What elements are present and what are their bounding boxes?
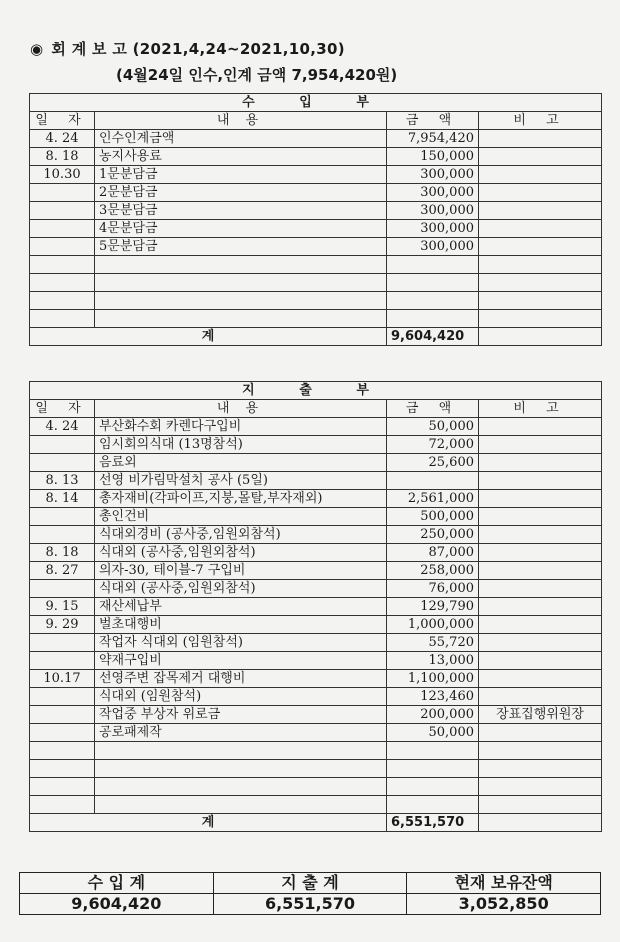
income-row [30,310,602,328]
row-date: 8. 14 [30,490,95,508]
expense-row [30,454,602,472]
row-description: 부산화수회 카렌다구입비 [95,418,387,436]
expense-row [30,652,602,670]
expense-row [30,562,602,580]
row-amount: 50,000 [387,418,479,436]
row-note [479,184,602,202]
row-note [479,220,602,238]
col-desc-header: 내 용 [95,400,387,418]
summary-table [19,872,601,915]
income-row [30,220,602,238]
expense-title: 지 출 부 [30,382,602,400]
row-date: 8. 13 [30,472,95,490]
report-subtitle: (4월24일 인수,인계 금액 7,954,420원) [116,66,398,84]
row-description [95,796,387,814]
row-description: 인수인계금액 [95,130,387,148]
col-note-header: 비 고 [479,400,602,418]
row-amount: 123,460 [387,688,479,706]
row-description: 작업중 부상자 위로금 [95,706,387,724]
row-note [479,796,602,814]
row-description: 4문분담금 [95,220,387,238]
row-note [479,778,602,796]
row-note [479,256,602,274]
row-description: 선영주변 잡목제거 대행비 [95,670,387,688]
row-amount [387,472,479,490]
income-row [30,292,602,310]
row-description [95,760,387,778]
row-amount: 72,000 [387,436,479,454]
expense-total-label: 계 [30,814,387,832]
row-description: 선영 비가림막설치 공사 (5일) [95,472,387,490]
row-amount: 250,000 [387,526,479,544]
expense-row [30,508,602,526]
row-note [479,274,602,292]
row-amount [387,742,479,760]
expense-row [30,778,602,796]
expense-row [30,544,602,562]
row-date [30,436,95,454]
row-note [479,238,602,256]
income-row [30,148,602,166]
summary-expense-label: 지 출 계 [213,873,407,894]
row-amount: 500,000 [387,508,479,526]
row-description: 식대외 (임원참석) [95,688,387,706]
row-description: 의자-30, 테이블-7 구입비 [95,562,387,580]
row-date [30,238,95,256]
row-note [479,418,602,436]
row-note: 장표집행위원장 [479,706,602,724]
row-description: 1문분담금 [95,166,387,184]
row-amount: 2,561,000 [387,490,479,508]
income-total-note [479,328,602,346]
row-note [479,454,602,472]
expense-row [30,436,602,454]
row-date [30,580,95,598]
row-description: 벌초대행비 [95,616,387,634]
income-row [30,238,602,256]
row-note [479,436,602,454]
expense-row [30,706,602,724]
report-title-text: 회 계 보 고 (2021,4,24~2021,10,30) [51,40,345,58]
income-row [30,274,602,292]
row-amount: 87,000 [387,544,479,562]
row-amount: 7,954,420 [387,130,479,148]
row-date: 10.30 [30,166,95,184]
summary-income-total: 9,604,420 [20,894,214,915]
row-amount [387,256,479,274]
row-amount: 300,000 [387,166,479,184]
income-row [30,184,602,202]
row-description [95,274,387,292]
row-note [479,148,602,166]
row-description: 작업자 식대외 (임원참석) [95,634,387,652]
row-description: 음료외 [95,454,387,472]
row-date: 8. 27 [30,562,95,580]
summary-expense-total: 6,551,570 [213,894,407,915]
row-amount: 13,000 [387,652,479,670]
expense-row [30,796,602,814]
row-description [95,256,387,274]
col-amount-header: 금 액 [387,400,479,418]
expense-row [30,670,602,688]
row-note [479,526,602,544]
income-row [30,166,602,184]
row-amount: 50,000 [387,724,479,742]
row-date [30,256,95,274]
row-date [30,634,95,652]
row-note [479,670,602,688]
expense-row [30,634,602,652]
row-note [479,166,602,184]
bullet-icon: ◉ [30,40,44,58]
expense-total-row [30,814,602,832]
row-description: 임시회의식대 (13명참석) [95,436,387,454]
row-date: 4. 24 [30,418,95,436]
row-note [479,598,602,616]
expense-row [30,580,602,598]
row-description [95,742,387,760]
row-date: 9. 15 [30,598,95,616]
row-amount: 1,100,000 [387,670,479,688]
row-description: 약재구입비 [95,652,387,670]
expense-row [30,688,602,706]
row-note [479,202,602,220]
income-row [30,256,602,274]
row-amount: 300,000 [387,202,479,220]
row-date: 8. 18 [30,148,95,166]
row-description [95,292,387,310]
row-amount: 76,000 [387,580,479,598]
row-description: 5문분담금 [95,238,387,256]
income-total-amount: 9,604,420 [387,328,479,346]
row-description: 총자재비(각파이프,지붕,몰탈,부자재외) [95,490,387,508]
expense-row [30,760,602,778]
row-note [479,544,602,562]
row-date: 9. 29 [30,616,95,634]
col-date-header: 일 자 [30,112,95,130]
row-date [30,220,95,238]
row-amount [387,274,479,292]
row-description: 농지사용료 [95,148,387,166]
row-description: 식대외경비 (공사중,임원외참석) [95,526,387,544]
row-date [30,184,95,202]
row-note [479,760,602,778]
row-date [30,760,95,778]
row-amount: 55,720 [387,634,479,652]
income-title: 수 입 부 [30,94,602,112]
row-date [30,778,95,796]
expense-total-note [479,814,602,832]
row-date [30,652,95,670]
row-description [95,778,387,796]
row-note [479,562,602,580]
row-note [479,490,602,508]
row-description [95,310,387,328]
col-date-header: 일 자 [30,400,95,418]
row-amount: 300,000 [387,184,479,202]
summary-balance: 3,052,850 [407,894,601,915]
row-date [30,526,95,544]
row-note [479,472,602,490]
expense-row [30,472,602,490]
row-amount: 258,000 [387,562,479,580]
row-note [479,724,602,742]
row-description: 2문분담금 [95,184,387,202]
expense-row [30,418,602,436]
row-description: 총인건비 [95,508,387,526]
row-amount [387,310,479,328]
row-date [30,724,95,742]
row-date: 4. 24 [30,130,95,148]
row-date [30,508,95,526]
row-amount: 200,000 [387,706,479,724]
income-total-row [30,328,602,346]
col-note-header: 비 고 [479,112,602,130]
row-date [30,796,95,814]
row-note [479,742,602,760]
summary-balance-label: 현재 보유잔액 [407,873,601,894]
row-note [479,580,602,598]
expense-row [30,616,602,634]
row-date: 8. 18 [30,544,95,562]
row-note [479,634,602,652]
row-note [479,310,602,328]
row-note [479,130,602,148]
row-amount: 1,000,000 [387,616,479,634]
row-amount: 25,600 [387,454,479,472]
row-amount [387,778,479,796]
row-date [30,310,95,328]
expense-table [29,381,602,832]
expense-row [30,598,602,616]
row-amount: 300,000 [387,238,479,256]
income-row [30,202,602,220]
col-desc-header: 내 용 [95,112,387,130]
row-date [30,742,95,760]
row-date: 10.17 [30,670,95,688]
expense-row [30,724,602,742]
row-amount [387,760,479,778]
row-amount: 150,000 [387,148,479,166]
row-amount: 129,790 [387,598,479,616]
summary-income-label: 수 입 계 [20,873,214,894]
expense-row [30,526,602,544]
row-note [479,508,602,526]
income-table [29,93,602,346]
col-amount-header: 금 액 [387,112,479,130]
row-date [30,202,95,220]
row-description: 재산세납부 [95,598,387,616]
expense-total-amount: 6,551,570 [387,814,479,832]
row-amount [387,292,479,310]
row-note [479,616,602,634]
row-date [30,706,95,724]
row-date [30,454,95,472]
row-amount [387,796,479,814]
income-row [30,130,602,148]
row-note [479,688,602,706]
row-note [479,652,602,670]
row-amount: 300,000 [387,220,479,238]
row-description: 식대외 (공사중,임원외참석) [95,580,387,598]
report-title [30,38,345,59]
row-description: 식대외 (공사중,임원외참석) [95,544,387,562]
expense-row [30,490,602,508]
row-date [30,292,95,310]
row-date [30,688,95,706]
row-date [30,274,95,292]
row-description: 공로패제작 [95,724,387,742]
row-description: 3문분담금 [95,202,387,220]
expense-row [30,742,602,760]
row-note [479,292,602,310]
income-total-label: 계 [30,328,387,346]
